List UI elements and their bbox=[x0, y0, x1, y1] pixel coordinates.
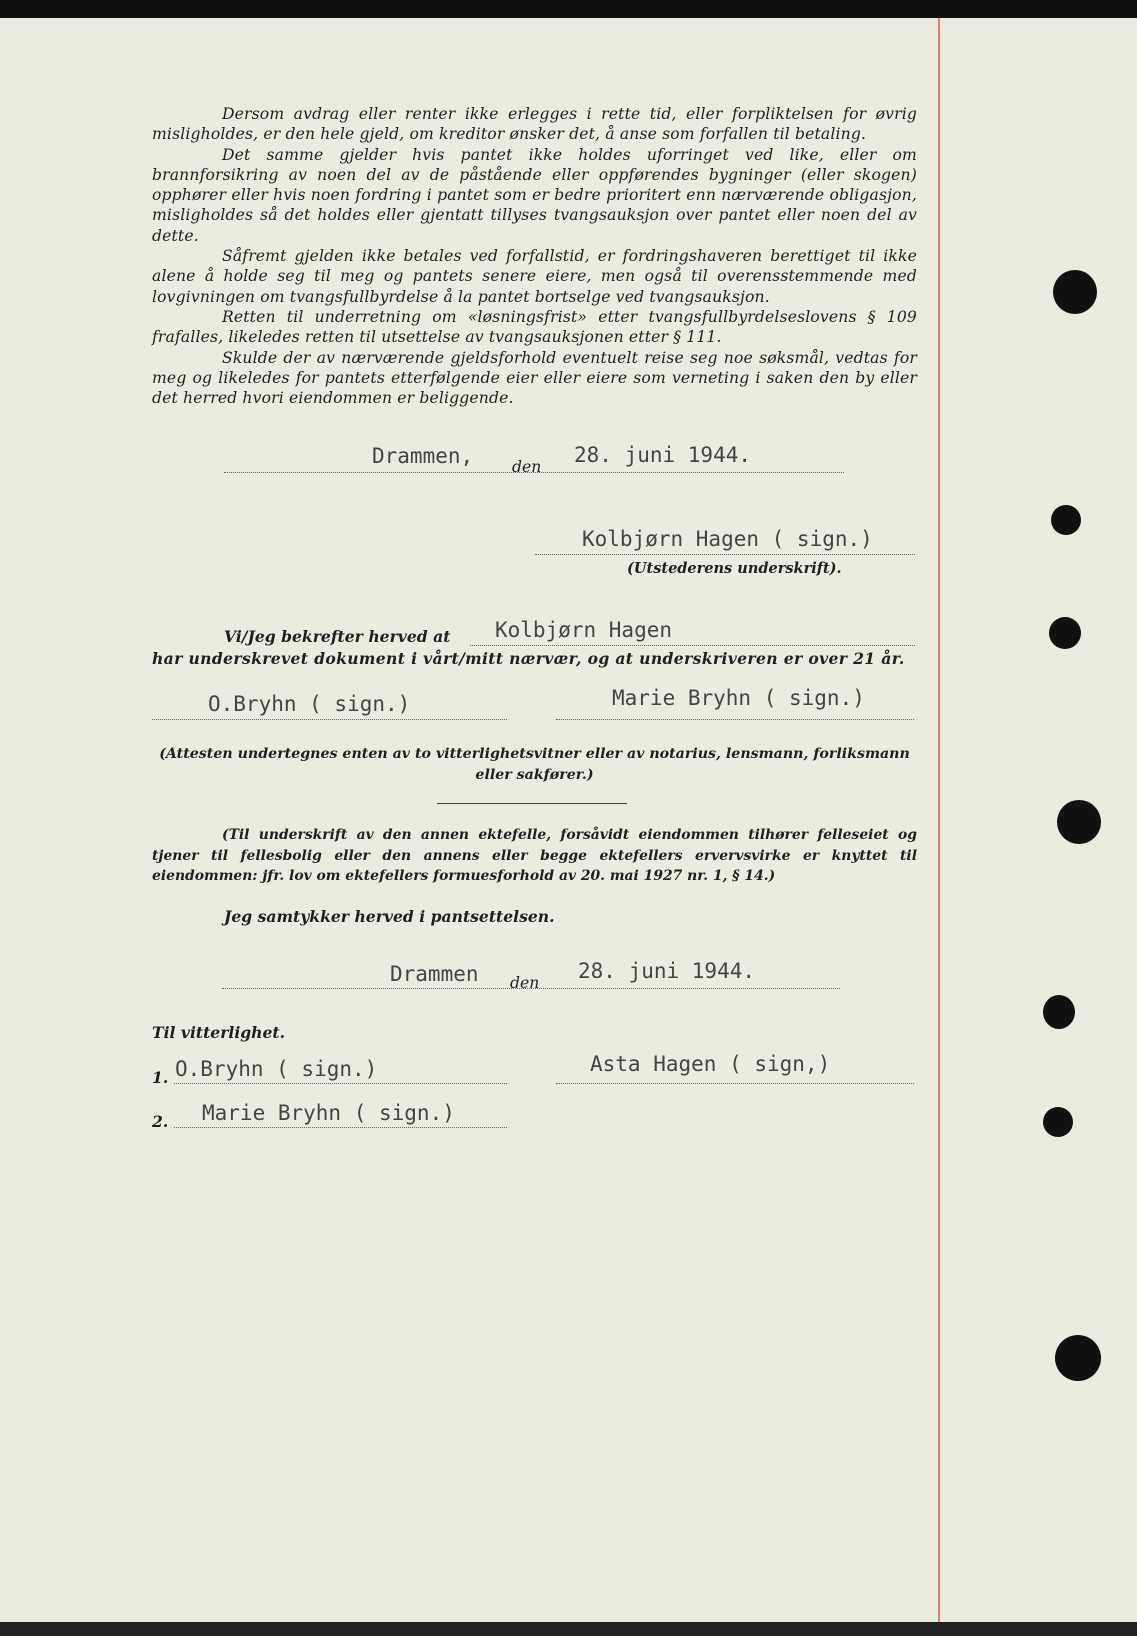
attest-line2: har underskrevet dokument i vårt/mitt nærvær, og at underskriveren er over 21 år. bbox=[152, 649, 905, 668]
den-label-2: den bbox=[510, 974, 540, 992]
date-1: 28. juni 1944. bbox=[574, 443, 752, 467]
witness2-line bbox=[556, 719, 914, 720]
witness-line-2 bbox=[174, 1127, 507, 1128]
place-2: Drammen bbox=[390, 962, 479, 986]
attest-note: (Attesten undertegnes enten av to vitterlighetsvitner eller av notarius, lensmann, forliksmann eller sakfører.) bbox=[159, 746, 910, 783]
paragraph-maintenance: Det samme gjelder hvis pantet ikke holdes uforringet ved like, eller om brannforsikring av noen del av de påstående eller oppførendes bygninger (eller skogen) opphører eller hvis noen fordring i pantet som er bedre prioritert enn nærværende obligasjon, misligholdes så det holdes eller gjentatt tillyses tvangsauksjon over pantet eller noen del av dette. bbox=[152, 145, 917, 245]
punch-hole bbox=[1055, 1335, 1101, 1381]
punch-hole bbox=[1051, 505, 1081, 535]
witness-number-1: 1. bbox=[152, 1068, 169, 1087]
paragraph-redemption: Retten til underretning om «løsningsfrist» etter tvangsfullbyrdelseslovens § 109 frafalles, likeledes retten til utsettelse av tvangsauksjonen etter § 111. bbox=[152, 307, 917, 347]
witness-heading: Til vitterlighet. bbox=[152, 1023, 286, 1042]
paragraph-venue: Skulde der av nærværende gjeldsforhold eventuelt reise seg noe søksmål, vedtas for meg og likeledes for pantets etterfølgende eier eller eiere som verneting i saken den by eller det herred hvori eiendommen er beliggende. bbox=[152, 348, 917, 408]
witness1-line bbox=[152, 719, 507, 720]
punch-hole bbox=[1043, 1107, 1073, 1137]
paragraph-due-date: Såfremt gjelden ikke betales ved forfallstid, er fordringshaveren berettiget til ikke alene å holde seg til meg og pantets senere eiere, men også til overensstemmende med lovgivningen om tvangsfullbyrdelse å la pantet bortselge ved tvangsauksjon. bbox=[152, 247, 917, 306]
punch-hole bbox=[1049, 617, 1081, 649]
issuer-signature: Kolbjørn Hagen ( sign.) bbox=[582, 527, 873, 551]
spouse-signature-line bbox=[556, 1083, 914, 1084]
attest-name: Kolbjørn Hagen bbox=[495, 618, 673, 642]
spouse-signature: Asta Hagen ( sign,) bbox=[590, 1052, 831, 1076]
den-label-1: den bbox=[512, 458, 542, 476]
issuer-signature-line bbox=[535, 554, 915, 555]
attest-witness2: Marie Bryhn ( sign.) bbox=[612, 686, 865, 710]
spouse-note: (Til underskrift av den annen ektefelle, forsåvidt eiendommen tilhører felleseiet og tjener til fellesbolig eller den annens eller begge ektefellers ervervsvirke er knyttet til eiendommen: jfr. lov om ektefellers formuesforhold av 20. mai 1927 nr. 1, § 14.) bbox=[152, 827, 917, 884]
scan-border-bottom bbox=[0, 1622, 1137, 1636]
mortgage-terms-text bbox=[152, 104, 917, 408]
issuer-caption: (Utstederens underskrift). bbox=[627, 560, 842, 577]
date-2: 28. juni 1944. bbox=[578, 959, 756, 983]
punch-hole bbox=[1053, 270, 1097, 314]
witness-name-2: Marie Bryhn ( sign.) bbox=[202, 1101, 455, 1125]
paragraph-default: Dersom avdrag eller renter ikke erlegges i rette tid, eller forpliktelsen for øvrig misligholdes, er den hele gjeld, om kreditor ønsker det, å anse som forfallen til betaling. bbox=[152, 105, 917, 144]
red-margin-line bbox=[938, 18, 940, 1622]
scan-border-top bbox=[0, 0, 1137, 18]
punch-hole bbox=[1043, 995, 1075, 1029]
witness-number-2: 2. bbox=[152, 1112, 169, 1131]
witness-name-1: O.Bryhn ( sign.) bbox=[175, 1057, 378, 1081]
punch-hole bbox=[1057, 800, 1101, 844]
attest-witness1: O.Bryhn ( sign.) bbox=[208, 692, 411, 716]
consent-text: Jeg samtykker herved i pantsettelsen. bbox=[224, 907, 555, 926]
attest-prefix: Vi/Jeg bekrefter herved at bbox=[224, 627, 451, 646]
attest-name-line bbox=[470, 645, 915, 646]
witness-line-1 bbox=[174, 1083, 507, 1084]
section-divider bbox=[437, 803, 627, 804]
place-1: Drammen, bbox=[372, 444, 474, 468]
